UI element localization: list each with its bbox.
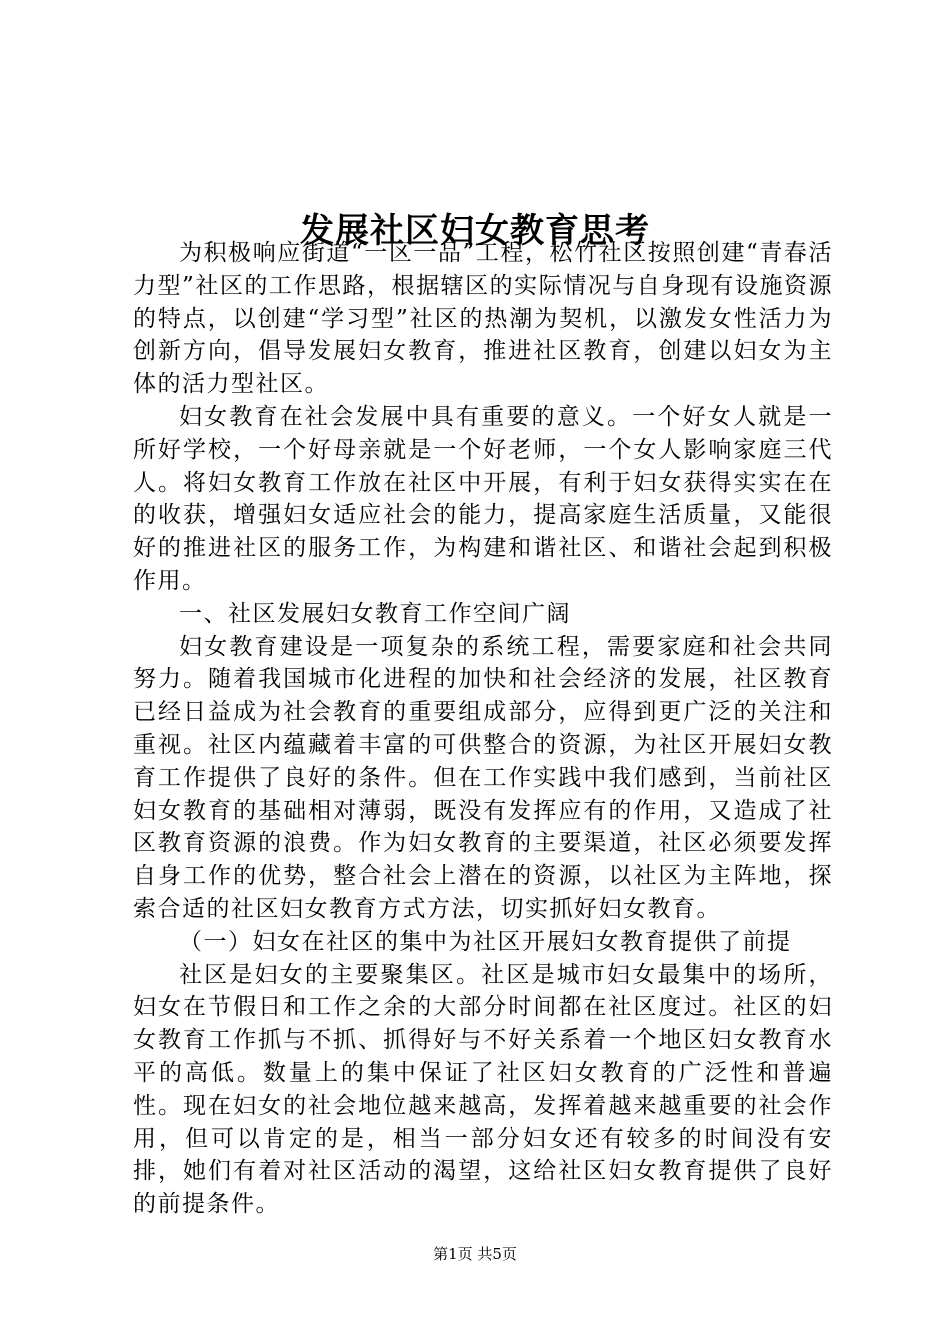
subsection-heading-1: （一）妇女在社区的集中为社区开展妇女教育提供了前提 [179, 928, 792, 955]
paragraph-significance: 妇女教育在社会发展中具有重要的意义。一个好女人就是一所好学校，一个好母亲就是一个好老师，一个女人影响家庭三代人。将妇女教育工作放在社区中开展，有利于妇女获得实实在在的收获，增强妇女适应社会的能力，提高家庭生活质量，又能很好的推进社区的服务工作，为构建和谐社区、和谐社会起到积极作用。 [133, 403, 833, 594]
page-number-footer: 第1页 共5页 [433, 1245, 517, 1263]
document-body [133, 237, 833, 1221]
document-title: 发展社区妇女教育思考 [300, 210, 650, 251]
paragraph-section-1: 妇女教育建设是一项复杂的系统工程，需要家庭和社会共同努力。随着我国城市化进程的加快和社会经济的发展，社区教育已经日益成为社会教育的重要组成部分，应得到更广泛的关注和重视。社区内蕴藏着丰富的可供整合的资源，为社区开展妇女教育工作提供了良好的条件。但在工作实践中我们感到，当前社区妇女教育的基础相对薄弱，既没有发挥应有的作用，又造成了社区教育资源的浪费。作为妇女教育的主要渠道，社区必须要发挥自身工作的优势，整合社会上潜在的资源，以社区为主阵地，探索合适的社区妇女教育方式方法，切实抓好妇女教育。 [133, 633, 833, 922]
paragraph-subsection-1: 社区是妇女的主要聚集区。社区是城市妇女最集中的场所，妇女在节假日和工作之余的大部分时间都在社区度过。社区的妇女教育工作抓与不抓、抓得好与不好关系着一个地区妇女教育水平的高低。数量上的集中保证了社区妇女教育的广泛性和普遍性。现在妇女的社会地位越来越高，发挥着越来越重要的社会作用，但可以肯定的是，相当一部分妇女还有较多的时间没有安排，她们有着对社区活动的渴望，这给社区妇女教育提供了良好的前提条件。 [133, 961, 833, 1218]
section-heading-1: 一、社区发展妇女教育工作空间广阔 [179, 600, 571, 627]
paragraph-intro: 为积极响应街道“一区一品”工程，松竹社区按照创建“青春活力型”社区的工作思路，根据辖区的实际情况与自身现有设施资源的特点，以创建“学习型”社区的热潮为契机，以激发女性活力为创新方向，倡导发展妇女教育，推进社区教育，创建以妇女为主体的活力型社区。 [133, 240, 833, 398]
